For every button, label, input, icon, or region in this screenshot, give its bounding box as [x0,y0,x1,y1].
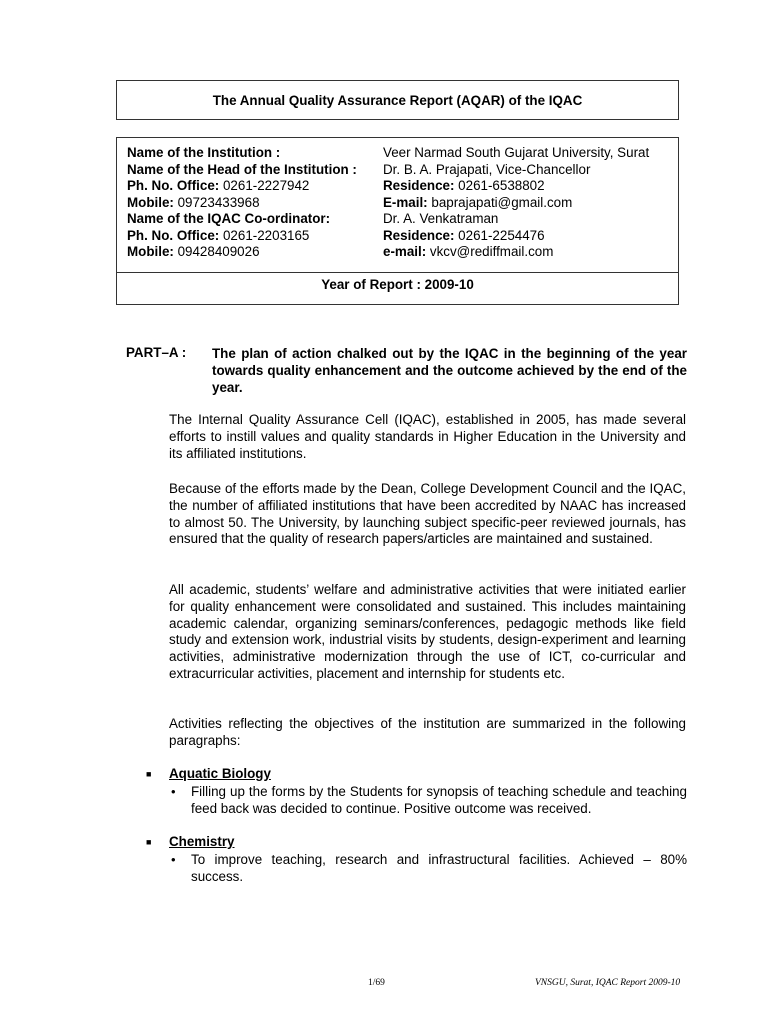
info-label: Ph. No. Office: [127,227,220,243]
report-title-box [116,80,679,120]
office-phone-value: 0261-2227942 [219,178,310,193]
email-value: baprajapati@gmail.com [427,194,573,210]
footer-report-label: VNSGU, Surat, IQAC Report 2009-10 [535,978,681,988]
coordinator-name-value: Dr. A. Venkatraman [383,211,499,226]
mobile-value: 09723433968 [173,194,260,210]
paragraph-summary-intro: Activities reflecting the objectives of the institution are summarized in the following paragraphs: [169,716,686,748]
residence-phone-value: 0261-2254476 [454,227,545,243]
square-bullet-icon: ■ [146,837,152,847]
bullet-dot-icon: • [171,852,176,867]
part-a-heading: The plan of action chalked out by the IQAC in the beginning of the year towards quality enhancement and the outcome achieved by the end of the year. [212,346,687,395]
info-row-head-mobile [127,195,672,212]
part-a-label: PART–A : [126,345,187,360]
paragraph-activities: All academic, students’ welfare and administrative activities that were initiated earlier for quality enhancement were consolidated and sustained. This includes maintaining academic calendar, organizing seminars/conferences, pedagogic methods like field study and extension work, industrial visits by students, design-experiment and learning activities, administrative modernization through the use of ICT, co-curricular and extracurricular activities, placement and internship for students etc. [169,582,686,681]
info-label: Ph. No. Office: [127,178,220,193]
institution-name-value: Veer Narmad South Gujarat University, Surat [383,145,650,160]
mobile-value: 09428409026 [173,244,260,259]
residence-phone-value: 0261-6538802 [454,178,545,193]
email-value: vkcv@rediffmail.com [426,244,554,259]
section-point: Filling up the forms by the Students for synopsis of teaching schedule and teaching feed back was decided to continue. Positive outcome was received. [191,784,687,816]
info-label: e-mail: [383,244,427,259]
info-label: E-mail: [383,194,428,210]
info-label: Residence: [383,227,455,243]
section-title-chemistry: Chemistry [169,834,235,849]
info-label: Name of the Institution : [127,145,281,160]
info-label: Name of the Head of the Institution : [127,161,357,177]
institution-info-grid [127,145,672,261]
report-title: The Annual Quality Assurance Report (AQAR) of the IQAC [212,92,583,108]
institution-info-box [116,137,679,305]
info-row-head-phone [127,178,672,195]
info-row-coordinator-mobile [127,244,672,261]
square-bullet-icon: ■ [146,769,152,779]
paragraph-accreditation: Because of the efforts made by the Dean, College Development Council and the IQAC, the number of affiliated institutions that have been accredited by NAAC has increased to almost 50. The University, by launching subject specific-peer reviewed journals, has ensured that the quality of research papers/articles are maintained and sustained. [169,481,686,547]
head-name-value: Dr. B. A. Prajapati, Vice-Chancellor [383,161,591,177]
info-row-coordinator-phone [127,228,672,245]
info-row-head [127,162,672,179]
info-label: Mobile: [127,244,174,259]
info-row-coordinator [127,211,672,228]
year-of-report: Year of Report : 2009-10 [321,277,474,292]
section-title-aquatic-biology: Aquatic Biology [169,766,271,781]
paragraph-iqac-intro: The Internal Quality Assurance Cell (IQAC), established in 2005, has made several efforts to instill values and quality standards in Higher Education in the University and its affiliated institutions. [169,412,686,461]
info-label: Mobile: [127,194,174,210]
info-label: Residence: [383,178,455,193]
divider [117,272,678,273]
office-phone-value: 0261-2203165 [219,227,310,243]
info-label: Name of the IQAC Co-ordinator: [127,211,331,226]
info-row-institution [127,145,672,162]
page-number: 1/69 [368,978,385,988]
section-point: To improve teaching, research and infrastructural facilities. Achieved – 80% success. [191,852,687,884]
bullet-dot-icon: • [171,784,176,799]
